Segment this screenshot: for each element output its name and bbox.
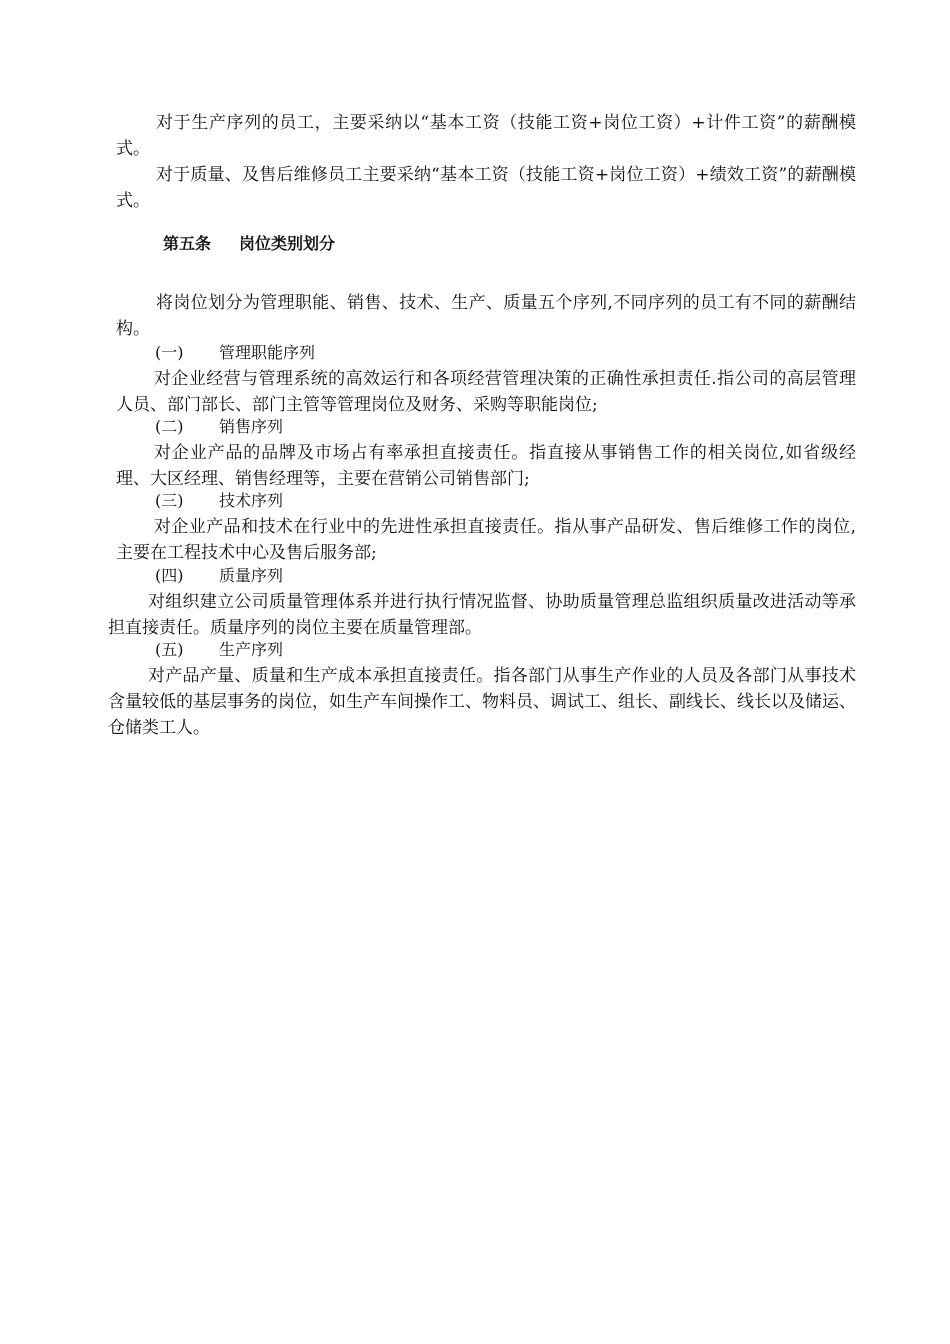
intro-paragraph-quality: 对于质量、及售后维修员工主要采纳“基本工资（技能工资+岗位工资）+绩效工资”的薪酬模式。 — [116, 165, 856, 211]
section-title: 销售序列 — [219, 417, 284, 436]
article-heading — [163, 232, 335, 256]
section-heading-technology — [155, 489, 283, 513]
section-title: 生产序列 — [219, 640, 284, 659]
section-number: (三) — [155, 491, 184, 510]
section-number: (二) — [155, 417, 184, 436]
section-body-technology: 对企业产品和技术在行业中的先进性承担直接责任。指从事产品研发、售后维修工作的岗位,主要在工程技术中心及售后服务部; — [116, 517, 856, 563]
section-body-quality: 对组织建立公司质量管理体系并进行执行情况监督、协助质量管理总监组织质量改进活动等承担直接责任。质量序列的岗位主要在质量管理部。 — [108, 592, 856, 638]
section-heading-management — [155, 341, 315, 365]
section-number: (五) — [155, 640, 184, 659]
article-number: 第五条 — [163, 234, 212, 253]
intro-paragraph-production: 对于生产序列的员工，主要采纳以“基本工资（技能工资+岗位工资）+计件工资”的薪酬模式。 — [116, 113, 856, 159]
section-title: 质量序列 — [219, 566, 284, 585]
section-body-sales: 对企业产品的品牌及市场占有率承担直接责任。指直接从事销售工作的相关岗位,如省级经理、大区经理、销售经理等，主要在营销公司销售部门; — [116, 443, 856, 489]
article-title: 岗位类别划分 — [239, 234, 336, 253]
section-heading-sales — [155, 415, 283, 439]
section-title: 技术序列 — [219, 491, 284, 510]
section-body-production: 对产品产量、质量和生产成本承担直接责任。指各部门从事生产作业的人员及各部门从事技术含量较低的基层事务的岗位，如生产车间操作工、物料员、调试工、组长、副线长、线长以及储运、仓储类工人。 — [108, 666, 856, 738]
section-title: 管理职能序列 — [219, 343, 316, 362]
section-heading-quality — [155, 564, 283, 588]
section-body-management: 对企业经营与管理系统的高效运行和各项经营管理决策的正确性承担责任.指公司的高层管理人员、部门部长、部门主管等管理岗位及财务、采购等职能岗位; — [116, 369, 856, 415]
section-number: (四) — [155, 566, 184, 585]
section-heading-production — [155, 638, 283, 662]
overview-paragraph: 将岗位划分为管理职能、销售、技术、生产、质量五个序列,不同序列的员工有不同的薪酬结构。 — [116, 293, 856, 339]
section-number: (一) — [155, 343, 184, 362]
